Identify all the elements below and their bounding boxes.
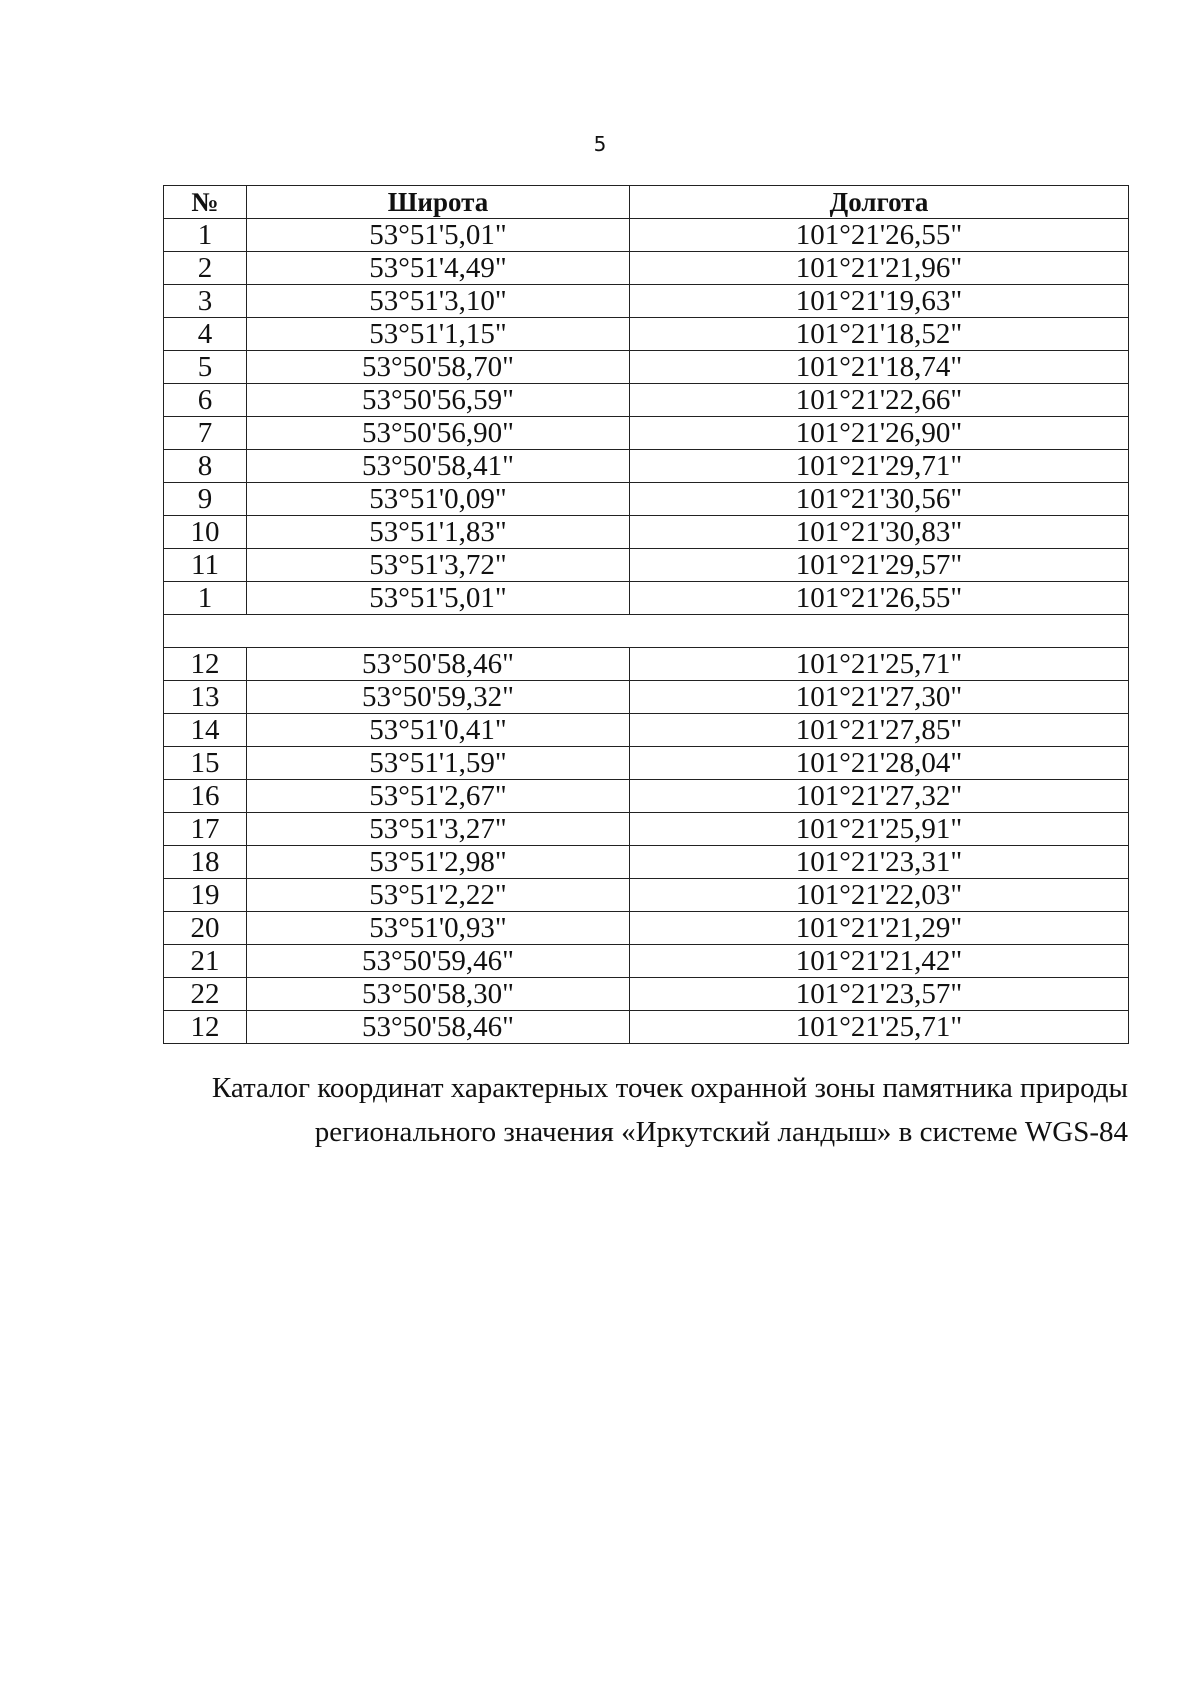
- table-row: [164, 978, 1129, 1011]
- table-row: [164, 483, 1129, 516]
- table-row: [164, 681, 1129, 714]
- cell-latitude: 53°51'0,41": [247, 714, 630, 747]
- cell-longitude: 101°21'25,71": [630, 1011, 1129, 1044]
- cell-longitude: 101°21'26,55": [630, 582, 1129, 615]
- cell-number: 17: [164, 813, 247, 846]
- table-row: [164, 582, 1129, 615]
- cell-longitude: 101°21'28,04": [630, 747, 1129, 780]
- table-row: [164, 318, 1129, 351]
- cell-longitude: 101°21'27,32": [630, 780, 1129, 813]
- table-row: [164, 450, 1129, 483]
- cell-longitude: 101°21'18,74": [630, 351, 1129, 384]
- cell-longitude: 101°21'21,29": [630, 912, 1129, 945]
- table-row: [164, 417, 1129, 450]
- cell-longitude: 101°21'26,90": [630, 417, 1129, 450]
- cell-number: 19: [164, 879, 247, 912]
- table-row: [164, 219, 1129, 252]
- cell-latitude: 53°50'56,90": [247, 417, 630, 450]
- cell-latitude: 53°51'2,98": [247, 846, 630, 879]
- cell-longitude: 101°21'26,55": [630, 219, 1129, 252]
- cell-number: 10: [164, 516, 247, 549]
- cell-latitude: 53°51'5,01": [247, 219, 630, 252]
- cell-number: 13: [164, 681, 247, 714]
- table-row: [164, 252, 1129, 285]
- cell-number: 14: [164, 714, 247, 747]
- cell-number: 16: [164, 780, 247, 813]
- cell-number: 8: [164, 450, 247, 483]
- header-longitude: Долгота: [630, 186, 1129, 219]
- cell-latitude: 53°51'1,15": [247, 318, 630, 351]
- caption-line-1: Каталог координат характерных точек охранной зоны памятника природы: [211, 1072, 1128, 1104]
- table-row: [164, 780, 1129, 813]
- cell-number: 12: [164, 1011, 247, 1044]
- table-row: [164, 945, 1129, 978]
- cell-longitude: 101°21'18,52": [630, 318, 1129, 351]
- table-row: [164, 549, 1129, 582]
- cell-number: 4: [164, 318, 247, 351]
- cell-number: 9: [164, 483, 247, 516]
- table-row: [164, 879, 1129, 912]
- cell-latitude: 53°50'58,70": [247, 351, 630, 384]
- table-row: [164, 912, 1129, 945]
- cell-longitude: 101°21'30,56": [630, 483, 1129, 516]
- cell-latitude: 53°50'59,32": [247, 681, 630, 714]
- cell-number: 12: [164, 648, 247, 681]
- table-row: [164, 384, 1129, 417]
- cell-longitude: 101°21'22,66": [630, 384, 1129, 417]
- cell-number: 3: [164, 285, 247, 318]
- table-row: [164, 846, 1129, 879]
- cell-number: 22: [164, 978, 247, 1011]
- cell-number: 1: [164, 219, 247, 252]
- cell-latitude: 53°50'58,41": [247, 450, 630, 483]
- cell-longitude: 101°21'27,30": [630, 681, 1129, 714]
- cell-latitude: 53°51'1,59": [247, 747, 630, 780]
- cell-longitude: 101°21'23,57": [630, 978, 1129, 1011]
- cell-longitude: 101°21'25,71": [630, 648, 1129, 681]
- table-row: [164, 747, 1129, 780]
- header-latitude: Широта: [247, 186, 630, 219]
- cell-longitude: 101°21'19,63": [630, 285, 1129, 318]
- cell-latitude: 53°50'58,46": [247, 1011, 630, 1044]
- cell-latitude: 53°50'56,59": [247, 384, 630, 417]
- cell-longitude: 101°21'27,85": [630, 714, 1129, 747]
- cell-latitude: 53°51'3,27": [247, 813, 630, 846]
- table-row: [164, 1011, 1129, 1044]
- cell-number: 20: [164, 912, 247, 945]
- cell-longitude: 101°21'23,31": [630, 846, 1129, 879]
- cell-latitude: 53°51'3,10": [247, 285, 630, 318]
- cell-number: 6: [164, 384, 247, 417]
- table-header-row: [164, 186, 1129, 219]
- coordinates-table: [163, 185, 1129, 1044]
- cell-latitude: 53°51'2,22": [247, 879, 630, 912]
- separator-cell: [164, 615, 1129, 648]
- table-row: [164, 714, 1129, 747]
- table-row: [164, 285, 1129, 318]
- cell-longitude: 101°21'21,42": [630, 945, 1129, 978]
- cell-latitude: 53°51'2,67": [247, 780, 630, 813]
- cell-longitude: 101°21'29,71": [630, 450, 1129, 483]
- cell-number: 1: [164, 582, 247, 615]
- cell-number: 15: [164, 747, 247, 780]
- cell-number: 11: [164, 549, 247, 582]
- table-row: [164, 813, 1129, 846]
- cell-latitude: 53°50'58,30": [247, 978, 630, 1011]
- cell-longitude: 101°21'21,96": [630, 252, 1129, 285]
- header-number: №: [164, 186, 247, 219]
- cell-latitude: 53°50'58,46": [247, 648, 630, 681]
- cell-latitude: 53°51'0,09": [247, 483, 630, 516]
- cell-longitude: 101°21'30,83": [630, 516, 1129, 549]
- cell-latitude: 53°51'3,72": [247, 549, 630, 582]
- caption-line-2: регионального значения «Иркутский ландыш» в системе WGS-84: [314, 1116, 1128, 1148]
- table-row: [164, 516, 1129, 549]
- cell-longitude: 101°21'25,91": [630, 813, 1129, 846]
- cell-latitude: 53°51'1,83": [247, 516, 630, 549]
- cell-number: 5: [164, 351, 247, 384]
- table-separator-row: [164, 615, 1129, 648]
- cell-longitude: 101°21'29,57": [630, 549, 1129, 582]
- table-caption: [128, 1066, 1128, 1154]
- cell-longitude: 101°21'22,03": [630, 879, 1129, 912]
- cell-number: 21: [164, 945, 247, 978]
- cell-number: 18: [164, 846, 247, 879]
- cell-latitude: 53°51'0,93": [247, 912, 630, 945]
- cell-number: 2: [164, 252, 247, 285]
- cell-latitude: 53°50'59,46": [247, 945, 630, 978]
- cell-latitude: 53°51'4,49": [247, 252, 630, 285]
- page-number: 5: [593, 132, 607, 156]
- cell-latitude: 53°51'5,01": [247, 582, 630, 615]
- table-row: [164, 648, 1129, 681]
- cell-number: 7: [164, 417, 247, 450]
- table-row: [164, 351, 1129, 384]
- table-body: [164, 219, 1129, 1044]
